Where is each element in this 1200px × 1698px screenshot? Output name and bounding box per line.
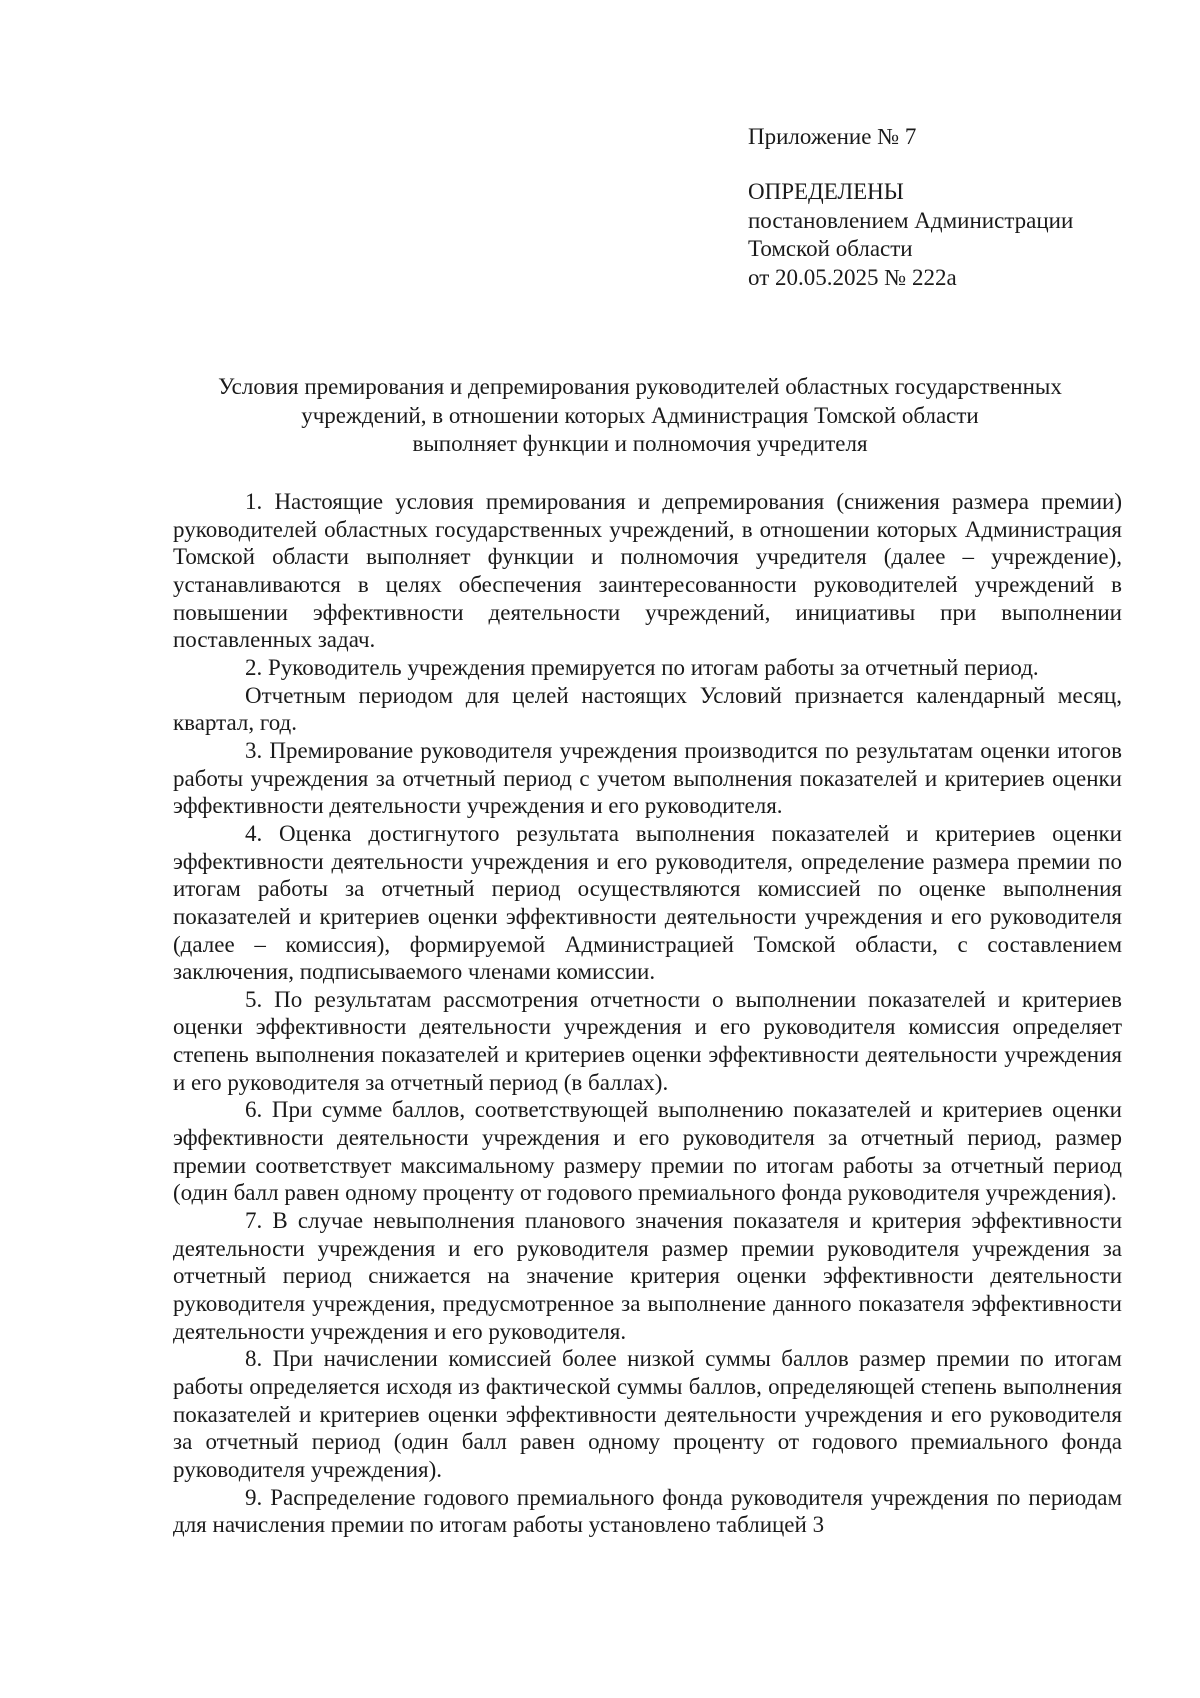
approval-line: от 20.05.2025 № 222а xyxy=(748,264,957,290)
approval-line: Томской области xyxy=(748,236,913,261)
paragraph: 7. В случае невыполнения планового значения показателя и критерия эффективности деятельности учреждения и его руководителя размер премии руководителя учреждения за отчетный период снижается на значение критерия оценки эффективности деятельности руководителя учреждения, предусмотренное за выполнение данного показателя эффективности деятельности учреждения и его руководителя. xyxy=(173,1208,1122,1344)
paragraph: 2. Руководитель учреждения премируется по итогам работы за отчетный период. xyxy=(245,654,1039,680)
paragraph: 9. Распределение годового премиального фонда руководителя учреждения по периодам для начисления премии по итогам работы установлено таблицей 3 xyxy=(173,1484,1122,1538)
approval-line: постановлением Администрации xyxy=(748,207,1074,233)
approval-line: ОПРЕДЕЛЕНЫ xyxy=(748,179,904,204)
document-title xyxy=(160,373,1120,459)
title-line: Условия премирования и депремирования руководителей областных государственных xyxy=(218,374,1062,399)
title-line: учреждений, в отношении которых Администрация Томской области xyxy=(301,402,979,428)
paragraph: 4. Оценка достигнутого результата выполнения показателей и критериев оценки эффективности деятельности учреждения и его руководителя, определение размера премии по итогам работы за отчетный период осуществляются комиссией по оценке выполнения показателей и критериев оценки эффективности деятельности учреждения и его руководителя (далее – комиссия), формируемой Администрацией Томской области, с составлением заключения, подписываемого членами комиссии. xyxy=(173,820,1122,985)
title-line: выполняет функции и полномочия учредителя xyxy=(412,431,868,456)
paragraph: Отчетным периодом для целей настоящих Условий признается календарный месяц, квартал, год. xyxy=(173,682,1122,736)
appendix-label: Приложение № 7 xyxy=(748,124,917,149)
paragraph: 6. При сумме баллов, соответствующей выполнению показателей и критериев оценки эффективности деятельности учреждения и его руководителя за отчетный период, размер премии соответствует максимальному размеру премии по итогам работы за отчетный период (один балл равен одному проценту от годового премиального фонда руководителя учреждения). xyxy=(173,1097,1122,1206)
document-body xyxy=(173,488,1122,1539)
paragraph: 1. Настоящие условия премирования и депремирования (снижения размера премии) руководителей областных государственных учреждений, в отношении которых Администрация Томской области выполняет функции и полномочия учредителя (далее – учреждение), устанавливаются в целях обеспечения заинтересованности руководителей учреждений в повышении эффективности деятельности учреждений, инициативы при выполнении поставленных задач. xyxy=(173,489,1122,653)
approval-block xyxy=(748,178,1073,292)
paragraph: 5. По результатам рассмотрения отчетности о выполнении показателей и критериев оценки эффективности деятельности учреждения и его руководителя комиссия определяет степень выполнения показателей и критериев оценки эффективности деятельности учреждения и его руководителя за отчетный период (в баллах). xyxy=(173,986,1122,1095)
paragraph: 3. Премирование руководителя учреждения производится по результатам оценки итогов работы учреждения за отчетный период с учетом выполнения показателей и критериев оценки эффективности деятельности учреждения и его руководителя. xyxy=(173,737,1122,819)
paragraph: 8. При начислении комиссией более низкой суммы баллов размер премии по итогам работы определяется исходя из фактической суммы баллов, определяющей степень выполнения показателей и критериев оценки эффективности деятельности учреждения и его руководителя за отчетный период (один балл равен одному проценту от годового премиального фонда руководителя учреждения). xyxy=(173,1346,1122,1482)
